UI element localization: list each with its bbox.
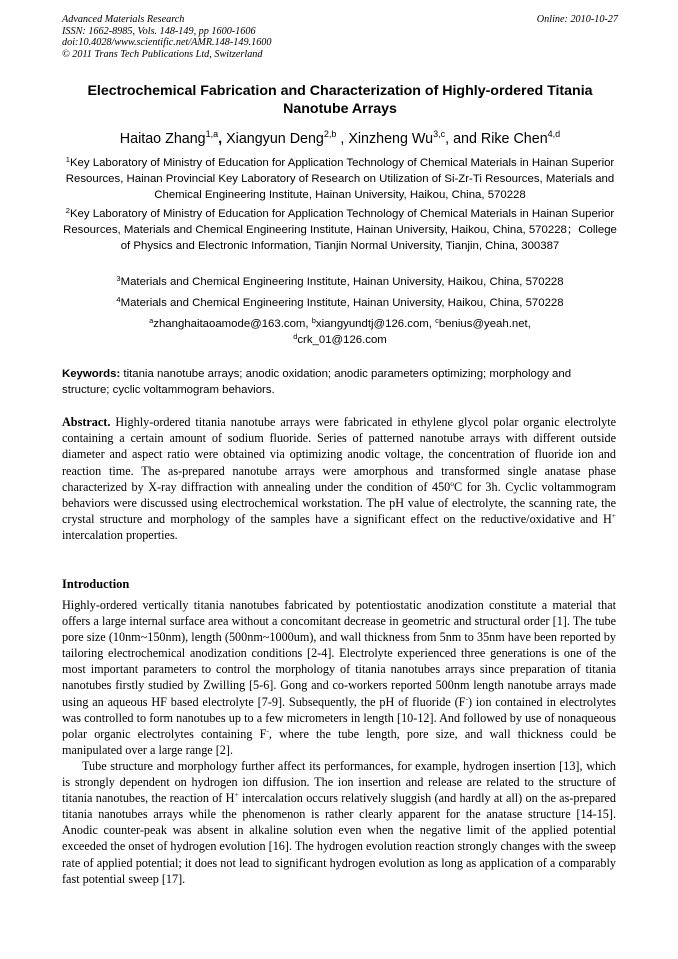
abstract-text: intercalation properties. <box>62 528 178 543</box>
abstract-label: Abstract. <box>62 415 111 429</box>
paragraph <box>62 758 616 887</box>
paragraph-text: Highly-ordered vertically titania nanotubes fabricated by potentiostatic anodization constitute a material that offers a large internal surface area without a concomitant decrease in geometric and structural order [1]. The tube pore size (10nm~150nm), length (500nm~1000um), and wall thickness from 5nm to 35nm have been reported by tailoring electrochemical anodization conditions [2-4]. Electrolyte experienced three generations is one of the most important parameters to control the morphology of titania nanotubes arrays since preparation of titania nanotubes firstly studied by Zwilling [5-6]. Gong and co-workers reported 500nm length nanotube arrays made using an aqueous HF based electrolyte [7-9]. Subsequently, the pH of fluoride (F <box>62 598 616 709</box>
abstract-text: C for 3h. Cyclic voltammogram behaviors were discussed using electrochemical workstation. The pH value of electrolyte, the scanning rate, the crystal structure and morphology of the samples have a significant effect on the reductive/oxidative and H <box>62 479 617 527</box>
degree-mark: o <box>450 478 455 488</box>
introduction-body <box>62 597 616 887</box>
email-mark: c <box>435 316 439 325</box>
author-name: Xiangyun Deng <box>226 131 324 147</box>
abstract-text: Highly-ordered titania nanotube arrays were fabricated in ethylene glycol polar organic electrolyte containing a certain amount of sodium fluoride. Series of patterned nanotube arrays with different outside diameter and aspect ratio were obtained via optimizing anodic voltage, the concentration of fluoride ion and reaction time. The as-prepared nanotube arrays were amorphous and transformed single anatase phase characterized by X-ray diffraction with annealing under the condition of 450 <box>62 415 616 494</box>
affiliation-4 <box>58 295 622 311</box>
affiliation-number: 3 <box>116 274 121 283</box>
affiliation-text: Key Laboratory of Ministry of Education for Application Technology of Chemical Materials in Hainan Superior Resources, Materials and Chemical Engineering Institute, Hainan University, Haikou, China, 570228；College of Physics and Electronic Information, Tianjin Normal University, Tianjin, China, 300387 <box>63 208 617 253</box>
affiliation-3 <box>58 274 622 290</box>
doi-line[interactable]: doi:10.4028/www.scientific.net/AMR.148-149.1600 <box>62 37 272 49</box>
keywords-block <box>62 366 616 399</box>
email-address[interactable]: benius@yeah.net, <box>438 318 531 330</box>
affiliation-number: 4 <box>116 295 121 304</box>
affiliation-1 <box>58 155 622 204</box>
affiliation-text: Materials and Chemical Engineering Institute, Hainan University, Haikou, China, 570228 <box>120 297 564 309</box>
affiliation-text: Key Laboratory of Ministry of Education for Application Technology of Chemical Materials in Hainan Superior Resources, Hainan Provincial Key Laboratory of Research on Utilization of Si-Zr-Ti Resources, Materials and Chemical Engineering Institute, Hainan University, Haikou, China, 570228 <box>65 157 615 202</box>
affiliation-2 <box>58 206 622 255</box>
paper-title: Electrochemical Fabrication and Characterization of Highly-ordered Titania Nanotube Arrays <box>87 83 593 117</box>
affiliation-number: 1 <box>65 155 70 164</box>
email-mark: a <box>149 316 154 325</box>
keywords-label: Keywords: <box>62 368 121 380</box>
author-separator: , <box>218 131 227 147</box>
paragraph-text: ) ion contained in electrolytes was controlled to form nanotubes up to a few micrometers in length [10-12]. And followed by use of nonaqueous polar organic electrolytes containing F <box>62 694 616 741</box>
author-separator: , <box>336 131 349 147</box>
abstract-block <box>62 414 616 544</box>
section-heading-introduction: Introduction <box>62 577 130 591</box>
email-address[interactable]: zhanghaitaoamode@163.com, <box>153 318 312 330</box>
email-mark: d <box>293 332 298 342</box>
author-name: Haitao Zhang <box>119 131 206 147</box>
author-name: Rike Chen <box>480 131 548 147</box>
issn-line: ISSN: 1662-8985, Vols. 148-149, pp 1600-1606 <box>62 25 256 37</box>
author-affil-mark: 1,a <box>205 129 219 139</box>
copyright-line: © 2011 Trans Tech Publications Ltd, Switzerland <box>62 48 263 60</box>
keywords-text: titania nanotube arrays; anodic oxidation; anodic parameters optimizing; morphology and structure; cyclic voltammogram behaviors. <box>62 368 572 397</box>
paragraph-text: , where the tube length, pore size, and wall thickness could be manipulated over a large range [2]. <box>62 726 616 757</box>
ion-charge-mark: - <box>266 725 269 735</box>
paragraph-text: Tube structure and morphology further affect its performances, for example, hydrogen insertion [13], which is strongly dependent on hydrogen ion diffusion. The ion insertion and release are related to the structure of titania nanotubes, the reaction of H <box>62 758 616 806</box>
author-affil-mark: 3,c <box>433 129 446 139</box>
paragraph <box>62 597 616 758</box>
affiliation-number: 2 <box>65 206 70 215</box>
email-address[interactable]: xiangyundtj@126.com, <box>315 318 436 330</box>
author-list <box>40 130 640 148</box>
paragraph-text: intercalation occurs relatively sluggish (and hardly at all) on the as-prepared titania nanotubes arrays while the phenomenon is rather clearly apparent for the anatase structure [14-15]. Anodic counter-peak was absent in alkaline solution even when the negative limit of the applied potential exceeded the onset of hydrogen evolution [16]. The hydrogen evolution reaction strongly changes with the sweep rate of applied potential; it does not lead to significant hydrogen evolution as long as application of a comparably fast potential sweep [17]. <box>62 791 617 886</box>
affiliation-text: Materials and Chemical Engineering Institute, Hainan University, Haikou, China, 570228 <box>120 276 564 288</box>
email-address[interactable]: crk_01@126.com <box>297 334 387 347</box>
email-list <box>58 316 622 348</box>
author-affil-mark: 2,b <box>323 129 337 139</box>
journal-name: Advanced Materials Research <box>62 14 185 25</box>
journal-header <box>62 14 618 60</box>
ion-charge-mark: - <box>465 693 468 703</box>
author-name: Xinzheng Wu <box>348 131 434 147</box>
ion-charge-mark: + <box>234 790 239 800</box>
ion-charge-mark: + <box>611 511 616 521</box>
author-separator: , and <box>445 131 481 147</box>
author-affil-mark: 4,d <box>547 129 561 139</box>
online-date: Online: 2010-10-27 <box>536 14 618 25</box>
email-mark: b <box>311 316 316 325</box>
